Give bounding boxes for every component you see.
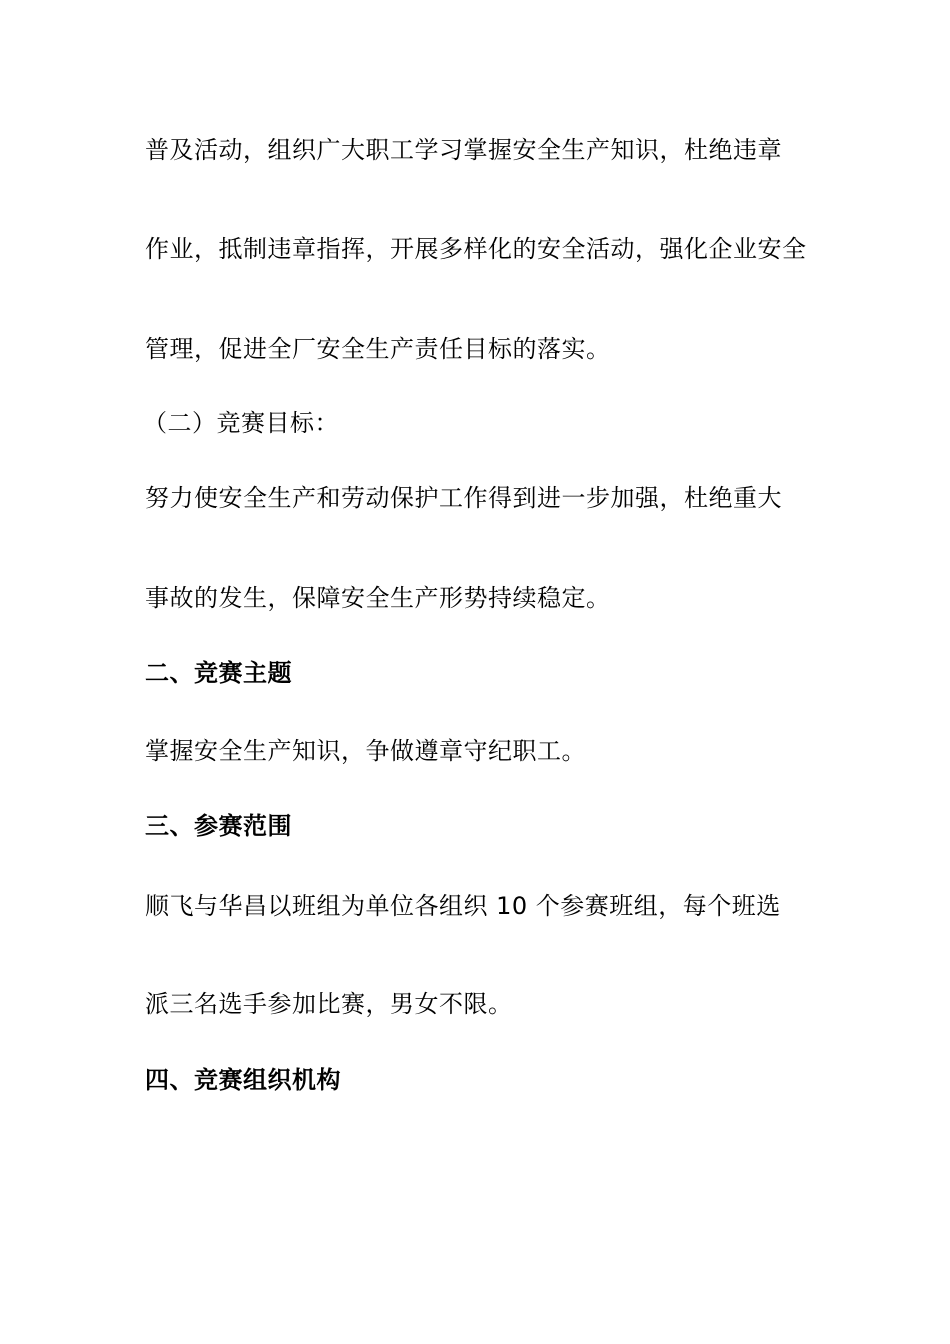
subheading-competition-goal: （二）竞赛目标： <box>143 409 339 437</box>
paragraph-line: 派三名选手参加比赛，男女不限。 <box>145 990 513 1018</box>
paragraph-line: 作业，抵制违章指挥，开展多样化的安全活动，强化企业安全 <box>145 235 807 263</box>
paragraph-line: 努力使安全生产和劳动保护工作得到进一步加强，杜绝重大 <box>145 484 782 512</box>
section-title-scope: 三、参赛范围 <box>145 812 292 840</box>
paragraph-line: 管理，促进全厂安全生产责任目标的落实。 <box>145 335 611 363</box>
section-title-theme: 二、竞赛主题 <box>145 659 292 687</box>
section-title-organization: 四、竞赛组织机构 <box>145 1066 341 1094</box>
paragraph-line: 普及活动，组织广大职工学习掌握安全生产知识，杜绝违章 <box>145 136 782 164</box>
paragraph-line: 事故的发生，保障安全生产形势持续稳定。 <box>145 584 611 612</box>
section-body-theme: 掌握安全生产知识，争做遵章守纪职工。 <box>145 737 586 765</box>
paragraph-line: 顺飞与华昌以班组为单位各组织 10 个参赛班组，每个班选 <box>145 892 781 920</box>
